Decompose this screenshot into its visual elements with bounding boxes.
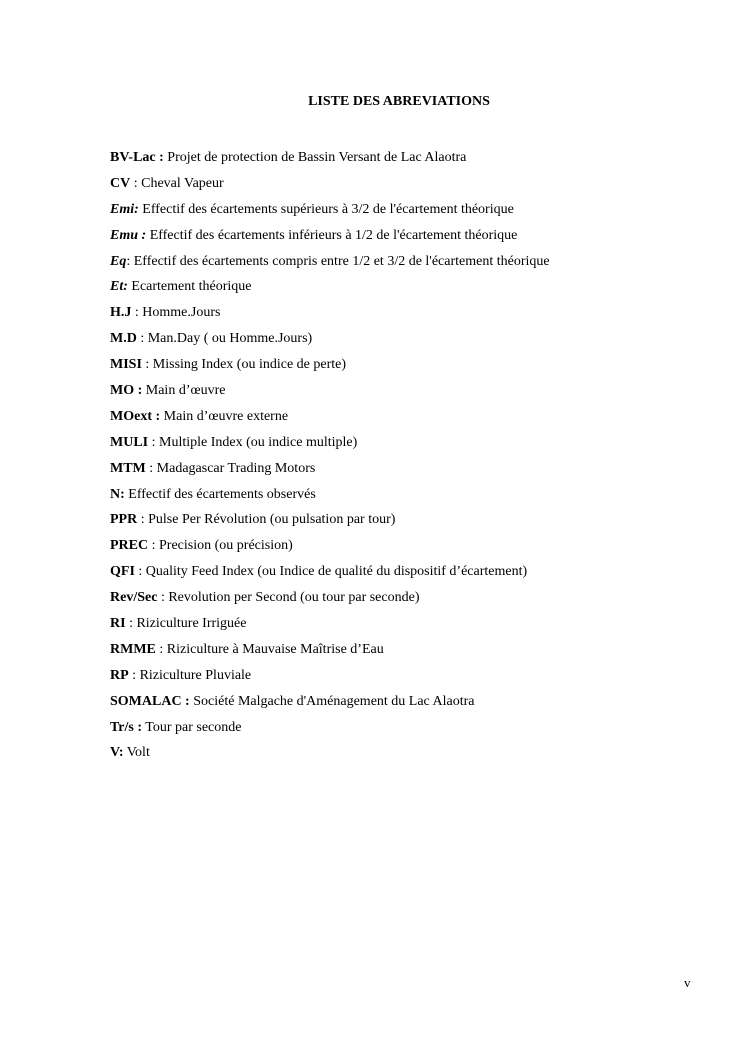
abbreviation-separator: :: [134, 564, 146, 580]
abbreviation-term: MO :: [110, 383, 143, 399]
abbreviation-definition: Madagascar Trading Motors: [156, 460, 316, 476]
abbreviation-definition: Effectif des écartements supérieurs à 3/2 de l'écartement théorique: [142, 201, 514, 217]
page-title: LISTE DES ABREVIATIONS: [308, 94, 490, 109]
abbreviation-item: [110, 663, 710, 689]
abbreviation-definition: Pulse Per Révolution (ou pulsation par tour): [148, 512, 396, 528]
abbreviation-definition: Multiple Index (ou indice multiple): [159, 434, 358, 450]
abbreviation-definition: Man.Day ( ou Homme.Jours): [147, 331, 313, 347]
abbreviation-item: [110, 430, 710, 456]
abbreviation-term: Eq: [110, 253, 127, 269]
abbreviation-item: [110, 507, 710, 533]
abbreviation-definition: Riziculture Pluviale: [139, 667, 252, 683]
abbreviation-term: PREC: [110, 538, 149, 554]
abbreviation-separator: :: [155, 641, 167, 657]
abbreviation-term: SOMALAC :: [110, 693, 190, 709]
abbreviation-separator: :: [141, 357, 153, 373]
abbreviation-term: PPR: [110, 512, 138, 528]
abbreviation-term: M.D: [110, 331, 137, 347]
abbreviation-definition: Main d’œuvre: [145, 383, 226, 399]
abbreviation-separator: :: [148, 538, 160, 554]
abbreviation-separator: :: [137, 512, 149, 528]
abbreviation-separator: :: [148, 434, 160, 450]
abbreviation-item: [110, 456, 710, 482]
abbreviation-term: CV: [110, 175, 131, 191]
abbreviation-separator: :: [126, 253, 134, 269]
abbreviation-definition: Volt: [126, 745, 150, 761]
abbreviation-item: [110, 559, 710, 585]
abbreviation-item: [110, 715, 710, 741]
abbreviation-definition: Effectif des écartements compris entre 1/2 et 3/2 de l'écartement théorique: [133, 253, 550, 269]
abbreviation-definition: Cheval Vapeur: [141, 175, 224, 191]
abbreviation-item: [110, 326, 710, 352]
abbreviation-separator: :: [128, 667, 140, 683]
abbreviation-term: H.J: [110, 305, 132, 321]
abbreviation-definition: Effectif des écartements inférieurs à 1/2 de l'écartement théorique: [149, 227, 518, 243]
abbreviation-term: MISI: [110, 357, 142, 373]
abbreviation-definition: Riziculture Irriguée: [136, 616, 247, 632]
abbreviation-item: [110, 585, 710, 611]
abbreviation-term: MOext :: [110, 408, 161, 424]
abbreviation-separator: :: [125, 616, 137, 632]
abbreviation-term: Emu :: [110, 227, 147, 243]
abbreviation-term: Et:: [110, 279, 128, 295]
abbreviation-separator: :: [145, 460, 157, 476]
abbreviation-definition: Main d’œuvre externe: [163, 408, 289, 424]
abbreviation-term: QFI: [110, 564, 135, 580]
abbreviation-item: [110, 249, 710, 275]
abbreviation-definition: Riziculture à Mauvaise Maîtrise d’Eau: [166, 641, 384, 657]
abbreviation-definition: Société Malgache d'Aménagement du Lac Alaotra: [193, 693, 475, 709]
abbreviation-term: Emi:: [110, 201, 139, 217]
page-number: v: [684, 975, 691, 990]
abbreviation-term: Tr/s :: [110, 719, 143, 735]
abbreviation-term: RI: [110, 616, 126, 632]
abbreviation-separator: :: [136, 331, 148, 347]
abbreviation-definition: Effectif des écartements observés: [128, 486, 316, 502]
abbreviation-item: [110, 533, 710, 559]
abbreviation-item: [110, 689, 710, 715]
abbreviation-item: [110, 404, 710, 430]
abbreviation-separator: :: [130, 175, 142, 191]
abbreviation-term: N:: [110, 486, 125, 502]
abbreviation-item: [110, 300, 710, 326]
abbreviation-item: [110, 274, 710, 300]
abbreviation-definition: Revolution per Second (ou tour par seconde): [168, 590, 420, 606]
abbreviation-separator: :: [157, 590, 169, 606]
abbreviation-definition: Tour par seconde: [145, 719, 242, 735]
abbreviation-definition: Missing Index (ou indice de perte): [152, 357, 347, 373]
abbreviation-definition: Quality Feed Index (ou Indice de qualité du dispositif d’écartement): [145, 564, 528, 580]
abbreviation-definition: Homme.Jours: [142, 305, 221, 321]
abbreviation-item: [110, 637, 710, 663]
abbreviation-item: [110, 482, 710, 508]
abbreviation-term: MULI: [110, 434, 149, 450]
abbreviation-item: [110, 145, 710, 171]
abbreviation-item: [110, 378, 710, 404]
abbreviation-item: [110, 223, 710, 249]
abbreviation-item: [110, 611, 710, 637]
abbreviation-definition: Projet de protection de Bassin Versant de Lac Alaotra: [167, 150, 467, 165]
abbreviation-term: RP: [110, 667, 129, 683]
abbreviation-item: [110, 352, 710, 378]
abbreviation-definition: Ecartement théorique: [131, 279, 252, 295]
abbreviation-definition: Precision (ou précision): [159, 538, 293, 554]
abbreviation-term: BV-Lac :: [110, 150, 164, 165]
abbreviation-list: [110, 145, 710, 766]
abbreviation-item: [110, 171, 710, 197]
abbreviation-separator: :: [131, 305, 143, 321]
abbreviation-item: [110, 197, 710, 223]
abbreviation-term: MTM: [110, 460, 146, 476]
abbreviation-item: [110, 740, 710, 766]
abbreviation-term: V:: [110, 745, 124, 761]
abbreviation-term: Rev/Sec: [110, 590, 158, 606]
abbreviation-term: RMME: [110, 641, 156, 657]
